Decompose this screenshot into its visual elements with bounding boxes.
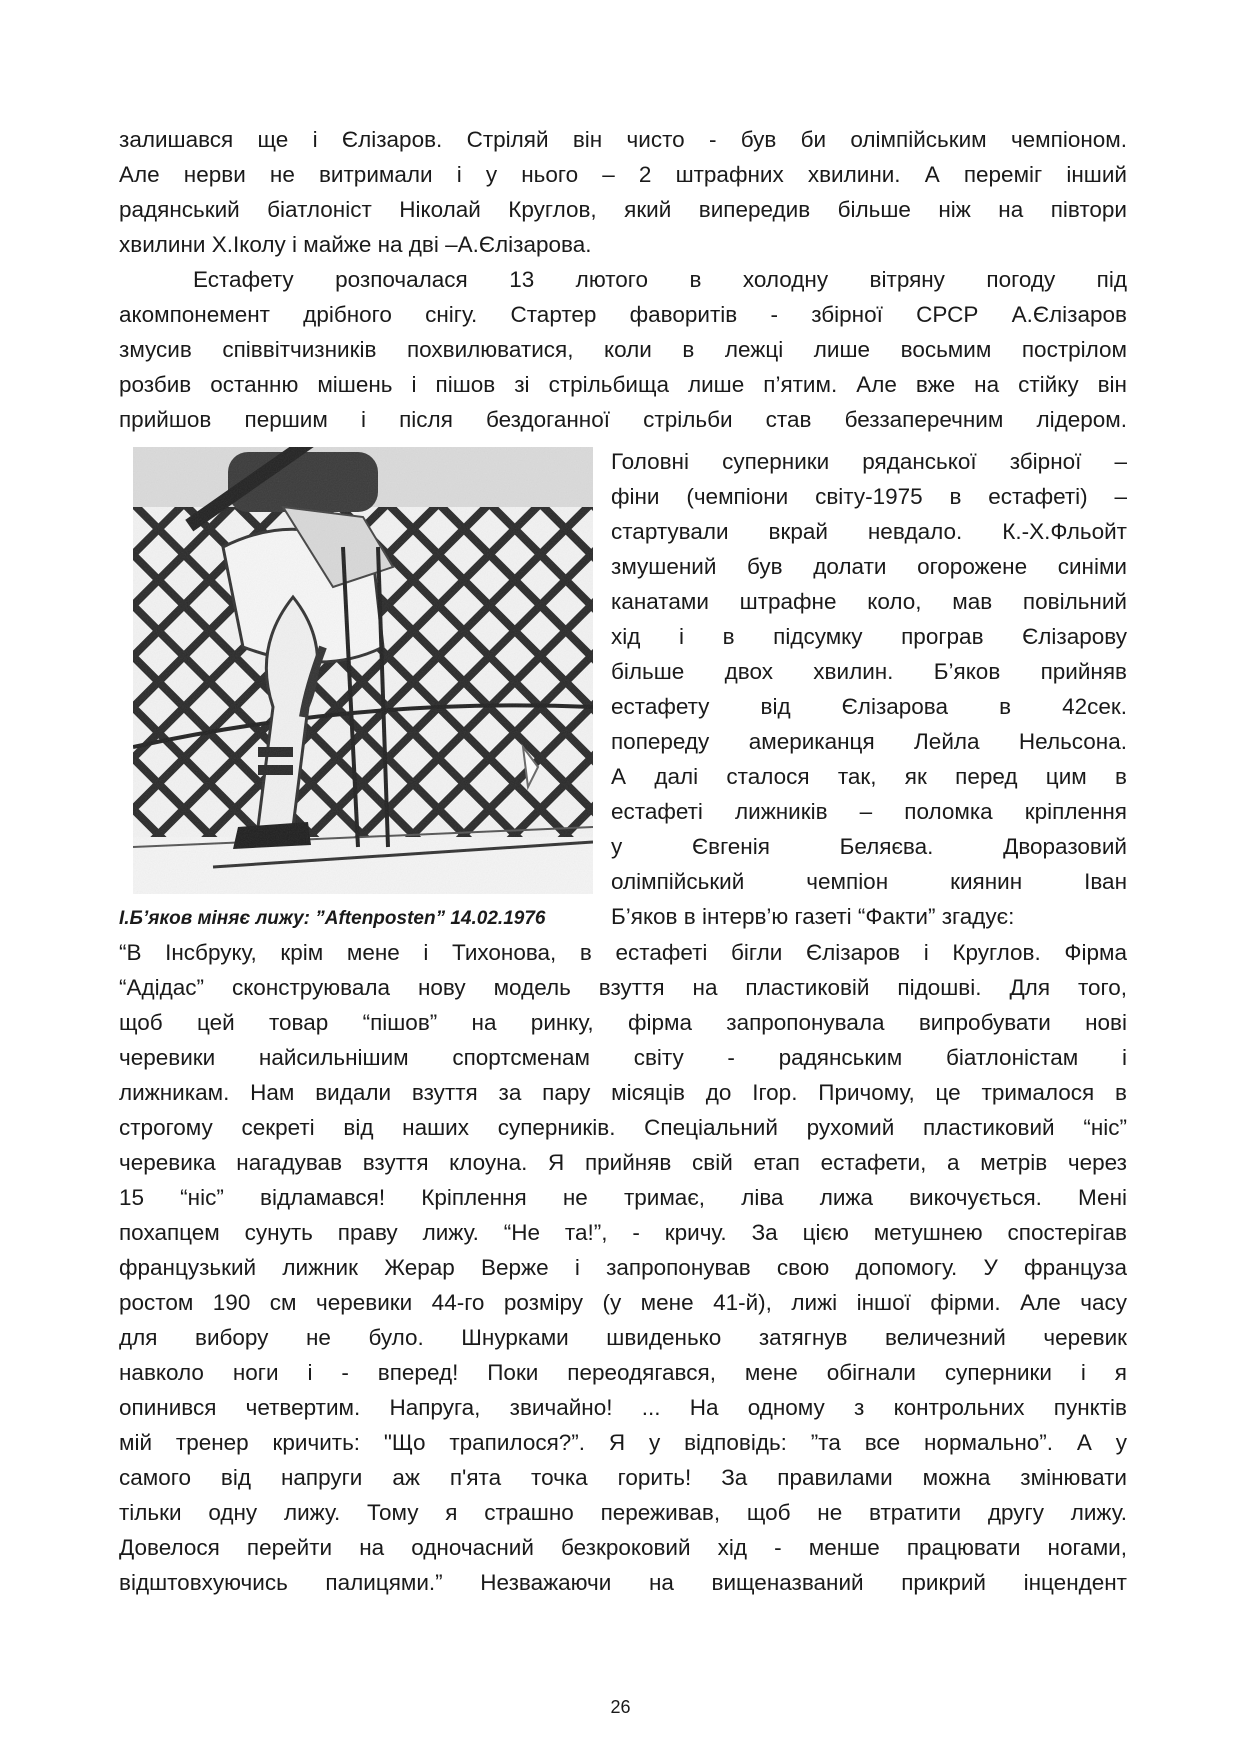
text-line: “В Інсбруку, крім мене і Тихонова, в естафеті бігли Єлізаров і Круглов. Фірма <box>119 940 1127 965</box>
text-line: тільки одну лижу. Тому я страшно переживав, щоб не втратити другу лижу. <box>119 1500 1127 1525</box>
text-line: попереду американця Лейла Нельсона. <box>611 729 1127 754</box>
text-line: навколо ноги і - вперед! Поки переодягався, мене обігнали суперники і я <box>119 1360 1127 1385</box>
text-line: розбив останню мішень і пішов зі стрільбища лише п’ятим. Але вже на стійку він <box>119 372 1127 397</box>
text-line: стартували вкрай невдало. К.-Х.Фльойт <box>611 519 1127 544</box>
text-line: французький лижник Жерар Верже і запропонував свою допомогу. У француза <box>119 1255 1127 1280</box>
text-line: прийшов першим і після бездоганної стрільби став беззаперечним лідером. <box>119 407 1127 432</box>
text-line: Естафету розпочалася 13 лютого в холодну вітряну погоду під <box>193 267 1127 292</box>
text-line: Б’яков в інтерв’ю газеті “Факти” згадує: <box>611 904 1015 929</box>
text-line: А далі сталося так, як перед цим в <box>611 764 1127 789</box>
text-line: відштовхуючись палицями.” Незважаючи на вищеназваний прикрий інцендент <box>119 1570 1127 1595</box>
text-line: олімпійський чемпіон киянин Іван <box>611 869 1127 894</box>
text-line: черевика нагадував взуття клоуна. Я прийняв свій етап естафети, а метрів через <box>119 1150 1127 1175</box>
text-line: естафеті лижників – поломка кріплення <box>611 799 1127 824</box>
text-line: фіни (чемпіони світу-1975 в естафеті) – <box>611 484 1127 509</box>
text-line: канатами штрафне коло, мав повільний <box>611 589 1127 614</box>
text-line: опинився четвертим. Напруга, звичайно! ... На одному з контрольних пунктів <box>119 1395 1127 1420</box>
text-line: мій тренер кричить: "Що трапилося?”. Я у відповідь: ”та все нормально”. А у <box>119 1430 1127 1455</box>
text-line: строгому секреті від наших суперників. Спеціальний рухомий пластиковий “ніс” <box>119 1115 1127 1140</box>
text-line: хвилини Х.Іколу і майже на дві –А.Єлізарова. <box>119 232 592 257</box>
text-line: лижникам. Нам видали взуття за пару місяців до Ігор. Причому, це трималося в <box>119 1080 1127 1105</box>
text-line: похапцем сунуть праву лижу. “Не та!”, - кричу. За цією метушнею спостерігав <box>119 1220 1127 1245</box>
text-line: “Адідас” сконструювала нову модель взуття на пластиковій підошві. Для того, <box>119 975 1127 1000</box>
text-line: Головні суперники ряданської збірної – <box>611 449 1127 474</box>
photo-illustration <box>133 447 593 894</box>
text-line: для вибору не було. Шнурками швиденько затягнув величезний черевик <box>119 1325 1127 1350</box>
text-line: Довелося перейти на одночасний безкроковий хід - менше працювати ногами, <box>119 1535 1127 1560</box>
text-line: ростом 190 см черевики 44-го розміру (у мене 41-й), лижі іншої фірми. Але часу <box>119 1290 1127 1315</box>
text-line: естафету від Єлізарова в 42сек. <box>611 694 1127 719</box>
text-line: у Євгенія Беляєва. Дворазовий <box>611 834 1127 859</box>
photo-caption: І.Б’яков міняє лижу: ”Aftenposten” 14.02.1976 <box>119 908 546 929</box>
text-line: самого від напруги аж п'ята точка горить! За правилами можна змінювати <box>119 1465 1127 1490</box>
text-line: залишався ще і Єлізаров. Стріляй він чисто - був би олімпійським чемпіоном. <box>119 127 1127 152</box>
text-line: хід і в підсумку програв Єлізарову <box>611 624 1127 649</box>
biathlete-photo <box>133 447 593 894</box>
text-line: Але нерви не витримали і у нього – 2 штрафних хвилини. А переміг інший <box>119 162 1127 187</box>
text-line: радянський біатлоніст Ніколай Круглов, який випередив більше ніж на півтори <box>119 197 1127 222</box>
text-line: змушений був долати огорожене синіми <box>611 554 1127 579</box>
text-line: 15 “ніс” відламався! Кріплення не тримає, ліва лижа викочується. Мені <box>119 1185 1127 1210</box>
text-line: більше двох хвилин. Б’яков прийняв <box>611 659 1127 684</box>
text-line: акомпонемент дрібного снігу. Стартер фаворитів - збірної СРСР А.Єлізаров <box>119 302 1127 327</box>
text-line: черевики найсильнішим спортсменам світу - радянським біатлоністам і <box>119 1045 1127 1070</box>
page-number: 26 <box>610 1697 631 1717</box>
text-line: змусив співвітчизників похвилюватися, коли в лежці лише восьмим пострілом <box>119 337 1127 362</box>
text-line: щоб цей товар “пішов” на ринку, фірма запропонувала випробувати нові <box>119 1010 1127 1035</box>
